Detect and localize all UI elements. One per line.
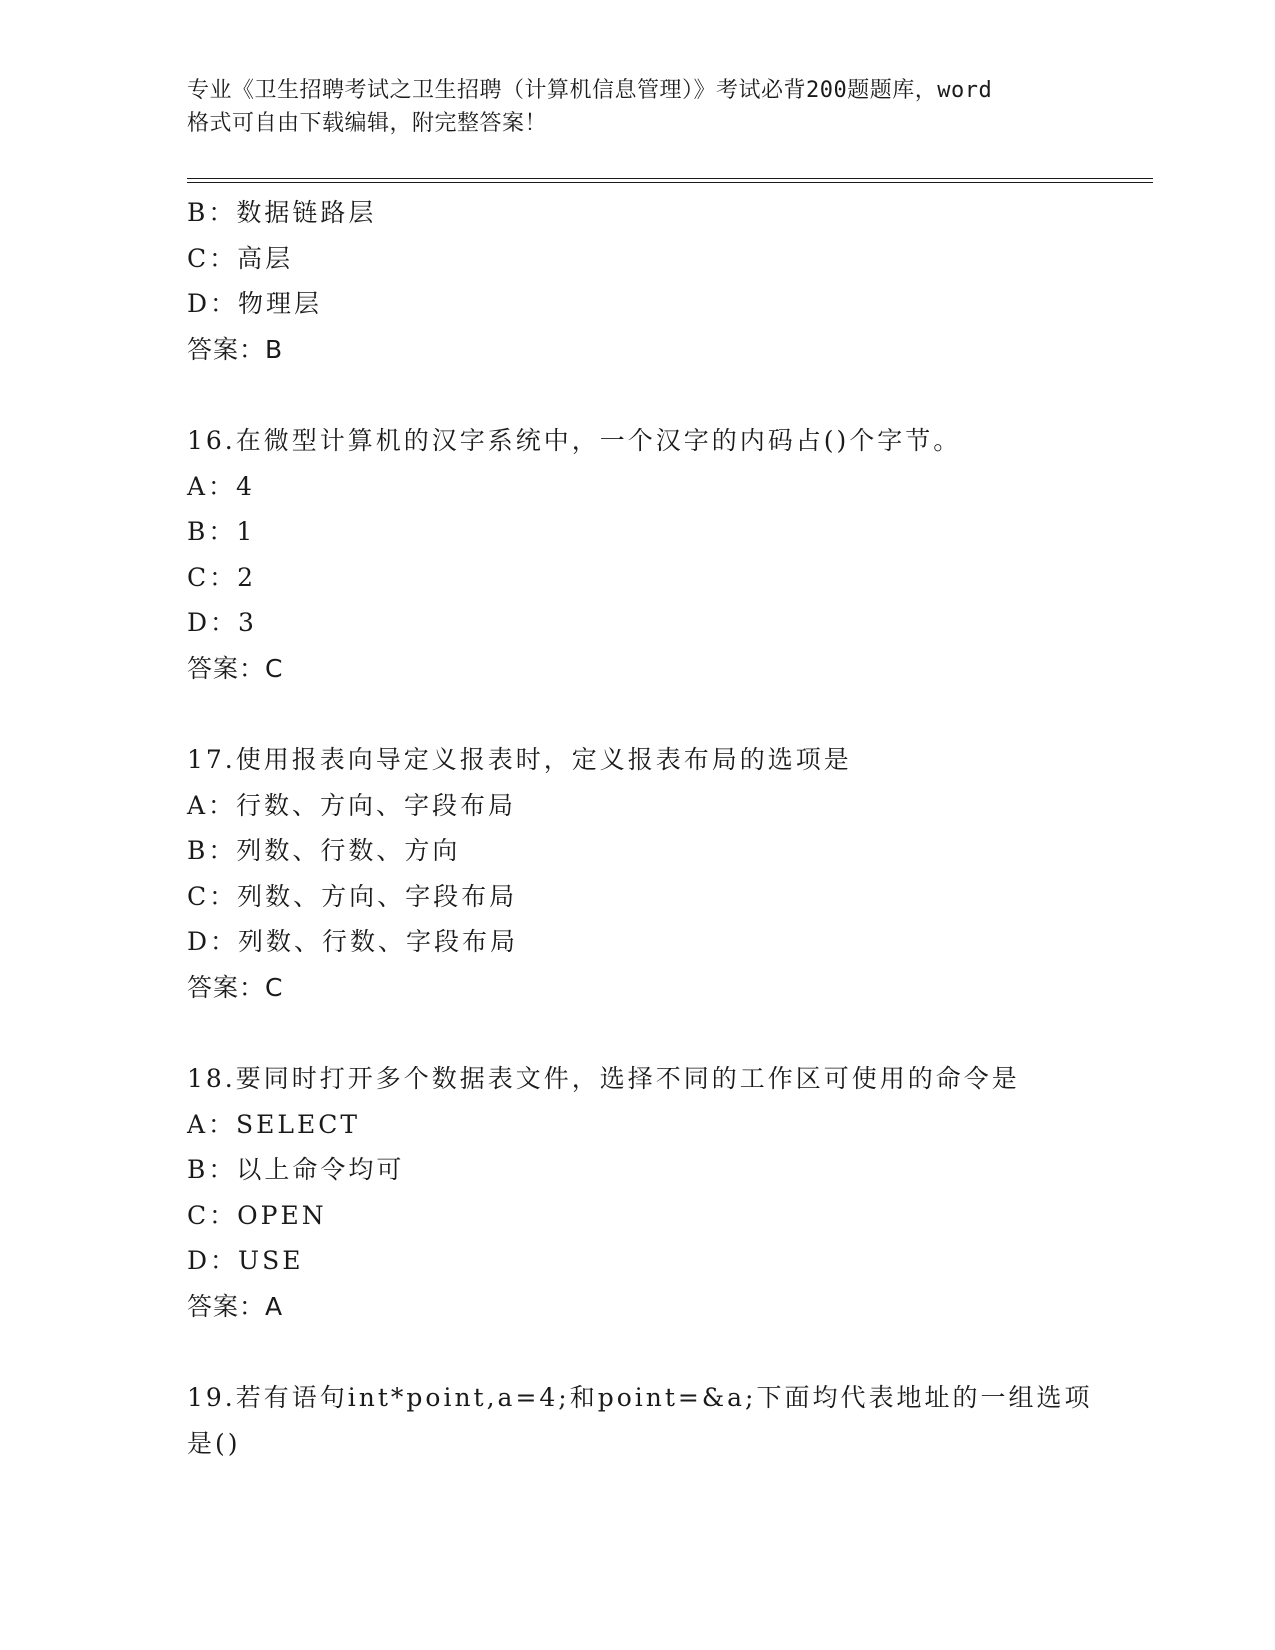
answer-line: 答案：B — [187, 334, 284, 364]
spacer — [187, 372, 1087, 418]
question-18 — [187, 1056, 1087, 1329]
spacer — [187, 1010, 1087, 1056]
question-stem: 18.要同时打开多个数据表文件，选择不同的工作区可使用的命令是 — [187, 1064, 1020, 1093]
answer-line: 答案：C — [187, 653, 284, 683]
option-c: C：2 — [187, 562, 257, 592]
option-d: D：物理层 — [187, 289, 323, 318]
question-stem: 17.使用报表向导定义报表时，定义报表布局的选项是 — [187, 745, 852, 774]
header-line-1: 专业《卫生招聘考试之卫生招聘（计算机信息管理）》考试必背200题题库，word — [187, 78, 993, 103]
option-d: D：USE — [187, 1246, 304, 1275]
option-b: B：列数、行数、方向 — [187, 836, 461, 865]
spacer — [187, 691, 1087, 737]
option-a: A：行数、方向、字段布局 — [187, 790, 517, 820]
header-line-2: 格式可自由下载编辑，附完整答案！ — [187, 111, 548, 136]
option-b: B：1 — [187, 517, 256, 546]
question-15-partial — [187, 190, 1087, 372]
question-list — [187, 190, 1093, 1466]
option-d: D：3 — [187, 608, 257, 637]
option-c: C：OPEN — [187, 1200, 327, 1230]
option-a: A：4 — [187, 471, 255, 501]
question-19 — [187, 1375, 1093, 1466]
question-stem-line-2: 是() — [187, 1428, 241, 1458]
question-stem-line-1: 19.若有语句int*point,a=4;和point=&a;下面均代表地址的一组选项 — [187, 1383, 1093, 1412]
answer-line: 答案：A — [187, 1291, 284, 1321]
question-16 — [187, 418, 1087, 691]
option-b: B：数据链路层 — [187, 198, 377, 227]
spacer — [187, 1329, 1087, 1375]
option-c: C：列数、方向、字段布局 — [187, 881, 518, 911]
document-header — [187, 74, 1087, 140]
answer-line: 答案：C — [187, 972, 284, 1002]
option-a: A：SELECT — [187, 1109, 361, 1139]
question-17 — [187, 737, 1087, 1010]
option-b: B：以上命令均可 — [187, 1155, 405, 1184]
option-d: D：列数、行数、字段布局 — [187, 927, 519, 956]
header-double-rule — [187, 178, 1153, 183]
question-stem: 16.在微型计算机的汉字系统中，一个汉字的内码占()个字节。 — [187, 426, 962, 455]
option-c: C：高层 — [187, 243, 294, 273]
